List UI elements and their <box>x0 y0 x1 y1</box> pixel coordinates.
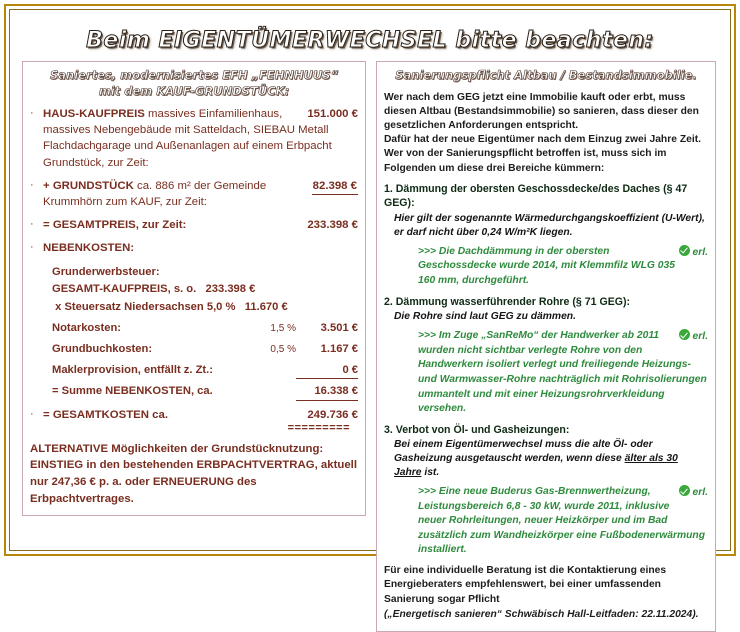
list-item-lead: HAUS-KAUFPREIS <box>43 108 145 121</box>
list-item-text <box>43 106 358 171</box>
right-panel-title <box>384 68 708 84</box>
requirement-description-post: ist. <box>421 467 440 479</box>
cost-value: 3.501 € <box>320 321 358 334</box>
requirement-item <box>384 295 708 417</box>
cost-pct: 0,5 % <box>270 343 296 355</box>
requirement-description: Hier gilt der sogenannte Wärmedurchgangskoeffizient (U-Wert), er darf nicht über 0,24 W/m²K liegen. <box>394 212 705 238</box>
gesamtkosten-label: = GESAMTKOSTEN ca. <box>43 409 169 422</box>
gesamtkaufpreis-value: 233.398 € <box>205 283 256 296</box>
requirement-note-text: >>> Eine neue Buderus Gas-Brennwertheizung, Leistungsbereich 6,8 - 30 kW, wurde 2011, inklusive neuer Rohrleitungen, neuer Heizkörper und im Bad zusätzlich zum Wandheizkörper eine Fußbodenerwärmung installiert. <box>418 486 706 556</box>
footer-main-text: Für eine individuelle Beratung ist die Kontaktierung eines Energieberaters empfehlenswert, bei einer umfassenden Sanierung sogar Pflicht <box>384 565 667 605</box>
check-circle-icon <box>679 485 690 496</box>
left-panel <box>22 61 366 516</box>
summe-row <box>52 383 358 401</box>
bullet-icon: · <box>30 178 34 191</box>
page-title: Beim EIGENTÜMERWECHSEL bitte beachten: <box>86 28 654 53</box>
requirement-description-pre: Bei einem Eigentümerwechsel muss die alte Öl- oder Gasheizung ausgetauscht werden, wenn diese <box>394 439 653 465</box>
gesamtkosten-value: 249.736 € <box>307 409 358 422</box>
two-column-layout <box>14 61 726 632</box>
requirement-note <box>418 245 708 289</box>
status-badge <box>679 329 708 345</box>
cost-row <box>52 362 358 380</box>
steuersatz-pct: 5,0 % <box>206 301 236 314</box>
list-item-lead: NEBENKOSTEN: <box>43 242 135 255</box>
amount-value: 151.000 € <box>307 108 358 121</box>
requirement-heading: 3. Verbot von Öl- und Gasheizungen: <box>384 423 570 436</box>
list-item-text <box>43 178 358 210</box>
poster-content <box>14 14 726 621</box>
status-label: erl. <box>692 487 708 498</box>
amount-value: 82.398 € <box>312 178 358 195</box>
right-panel-body <box>384 91 708 623</box>
list-item <box>30 106 358 171</box>
gesamtkosten-double-rule: ========= <box>287 422 350 435</box>
cost-label: Grundbuchkosten: <box>52 342 153 355</box>
requirement-note <box>418 329 708 417</box>
cost-pct: 1,5 % <box>270 322 296 334</box>
requirement-description: Die Rohre sind laut GEG zu dämmen. <box>394 311 576 323</box>
requirement-description-emphasis: älter als 30 Jahre <box>394 453 678 479</box>
gesamtkaufpreis-label: GESAMT-KAUFPREIS, s. o. <box>52 283 197 296</box>
cost-label: Notarkosten: <box>52 321 121 334</box>
requirement-description <box>394 438 708 480</box>
intro-paragraph: Wer nach dem GEG jetzt eine Immobilie kauft oder erbt, muss diesen Altbau (Bestandsimmobilie) so sanieren, dass dieser den gesetzlichen Anforderungen entspricht. <box>384 91 699 131</box>
cost-value: 0 € <box>296 362 358 380</box>
bullet-icon: · <box>30 408 34 421</box>
bullet-icon: · <box>30 218 34 231</box>
grunderwerbsteuer-label: Grunderwerbsteuer: <box>52 265 160 278</box>
right-panel <box>376 61 716 632</box>
list-item <box>30 240 358 256</box>
amount-value: 233.398 € <box>307 219 358 232</box>
requirement-heading: 1. Dämmung der obersten Geschossdecke/des Daches (§ 47 GEG): <box>384 182 688 210</box>
status-label: erl. <box>692 331 708 343</box>
cost-row <box>52 320 358 337</box>
left-panel-title-line1: Saniertes, modernisiertes EFH „FEHNHUUS“ <box>50 68 338 82</box>
list-item <box>30 178 358 210</box>
steuersatz-label: x Steuersatz Niedersachsen <box>55 301 204 314</box>
left-panel-title-line2: mit dem KAUF-GRUNDSTÜCK: <box>98 83 290 98</box>
check-circle-icon <box>679 329 690 340</box>
requirement-note-text: >>> Im Zuge „SanReMo“ der Handwerker ab 2011 wurden nicht sichtbar verlegte Rohre von den Handwerkern isoliert verlegt und freiliegende Heizungs- und Warmwasser-Rohre nachträglich mit Rohrisolierungen ummantelt und mit einer Heizungsrohrverkleidung versehen. <box>418 330 707 415</box>
list-item-lead: = GESAMTPREIS, zur Zeit: <box>43 219 187 232</box>
intro-paragraph: Dafür hat der neue Eigentümer nach dem Einzug zwei Jahre Zeit. <box>384 134 701 146</box>
status-badge <box>679 245 708 261</box>
steuersatz-value: 11.670 € <box>244 301 288 314</box>
summe-label: = Summe NEBENKOSTEN, ca. <box>52 385 213 398</box>
check-circle-icon <box>679 245 690 256</box>
list-item-detail: massives Einfamilienhaus, massives Nebengebäude mit Satteldach, SIEBAU Metall Flachdachgarage und Außenanlagen auf einem Erbpacht Grundstück, zur Zeit: <box>43 108 332 169</box>
nebenkosten-breakdown <box>52 264 358 402</box>
intro-paragraph: Wer von der Sanierungspflicht betroffen ist, muss sich im Folgenden um diese drei Bereiche kümmern: <box>384 148 667 174</box>
left-panel-body <box>30 106 358 507</box>
requirement-item <box>384 423 708 558</box>
footer-block <box>384 564 708 623</box>
cost-row <box>52 341 358 358</box>
status-badge <box>679 485 708 501</box>
list-item <box>30 217 358 233</box>
bullet-icon: · <box>30 107 34 120</box>
alternative-note: ALTERNATIVE Möglichkeiten der Grundstücknutzung: EINSTIEG in den bestehenden ERBPACHTVERTRAG, aktuell nur 247,36 € p. a. oder ERNEUERUNG des Erbpachtvertrages. <box>30 442 357 505</box>
requirement-note-text: >>> Die Dachdämmung in der obersten Geschossdecke wurde 2014, mit Klemmfilz WLG 035 160 mm, durchgeführt. <box>418 245 675 286</box>
list-item-text <box>43 240 358 256</box>
intro-block <box>384 91 708 176</box>
requirement-heading: 2. Dämmung wasserführender Rohre (§ 71 GEG): <box>384 295 631 308</box>
left-panel-title <box>30 68 358 99</box>
footer-source-text: („Energetisch sanieren“ Schwäbisch Hall-Leitfaden: 22.11.2024). <box>384 609 699 621</box>
gesamtkaufpreis-row <box>52 281 358 298</box>
summe-value: 16.338 € <box>296 383 358 401</box>
list-item-detail: ca. 886 m² der Gemeinde Krummhörn zum KAUF, zur Zeit: <box>43 179 267 208</box>
right-panel-title-text: Sanierungspflicht Altbau / Bestandsimmobilie. <box>395 68 697 82</box>
list-item-text <box>43 217 358 233</box>
list-item-lead: + GRUNDSTÜCK <box>43 179 134 192</box>
steuersatz-row <box>52 299 358 316</box>
requirement-item <box>384 182 708 289</box>
cost-label: Maklerprovision, entfällt z. Zt.: <box>52 363 213 376</box>
cost-value: 1.167 € <box>320 342 358 355</box>
requirement-note <box>418 485 708 558</box>
status-label: erl. <box>692 246 708 258</box>
bullet-icon: · <box>30 241 34 254</box>
